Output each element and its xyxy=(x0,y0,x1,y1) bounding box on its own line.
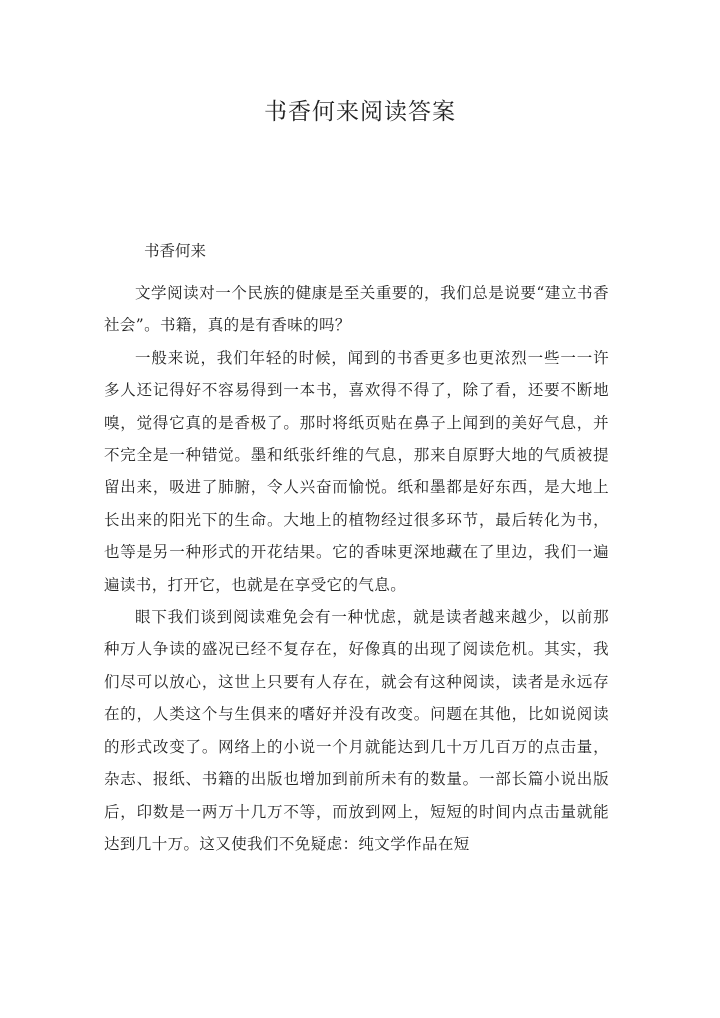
paragraph-3: 眼下我们谈到阅读难免会有一种忧虑，就是读者越来越少，以前那种万人争读的盛况已经不复存在，好像真的出现了阅读危机。其实，我们尽可以放心，这世上只要有人存在，就会有这种阅读，读者是永远存在的，人类这个与生俱来的嗜好并没有改变。问题在其他，比如说阅读的形式改变了。网络上的小说一个月就能达到几十万几百万的点击量，杂志、报纸、书籍的出版也增加到前所未有的数量。一部长篇小说出版后，印数是一两万十几万不等，而放到网上，短短的时间内点击量就能达到几十万。这又使我们不免疑虑：纯文学作品在短 xyxy=(104,608,609,853)
article-body xyxy=(104,240,609,860)
paragraph-1: 文学阅读对一个民族的健康是至关重要的，我们总是说要“建立书香社会”。书籍，真的是有香味的吗？ xyxy=(104,284,609,335)
article-subtitle: 书香何来 xyxy=(144,242,207,260)
paragraph-2: 一般来说，我们年轻的时候，闻到的书香更多也更浓烈一些一一许多人还记得好不容易得到一本书，喜欢得不得了，除了看，还要不断地嗅，觉得它真的是香极了。那时将纸页贴在鼻子上闻到的美好气息，并不完全是一种错觉。墨和纸张纤维的气息，那来自原野大地的气质被提留出来，吸进了肺腑，令人兴奋而愉悦。纸和墨都是好东西，是大地上长出来的阳光下的生命。大地上的植物经过很多环节，最后转化为书，也等是另一种形式的开花结果。它的香味更深地藏在了里边，我们一遍遍读书，打开它，也就是在享受它的气息。 xyxy=(104,348,609,594)
document-title: 书香何来阅读答案 xyxy=(264,99,456,125)
